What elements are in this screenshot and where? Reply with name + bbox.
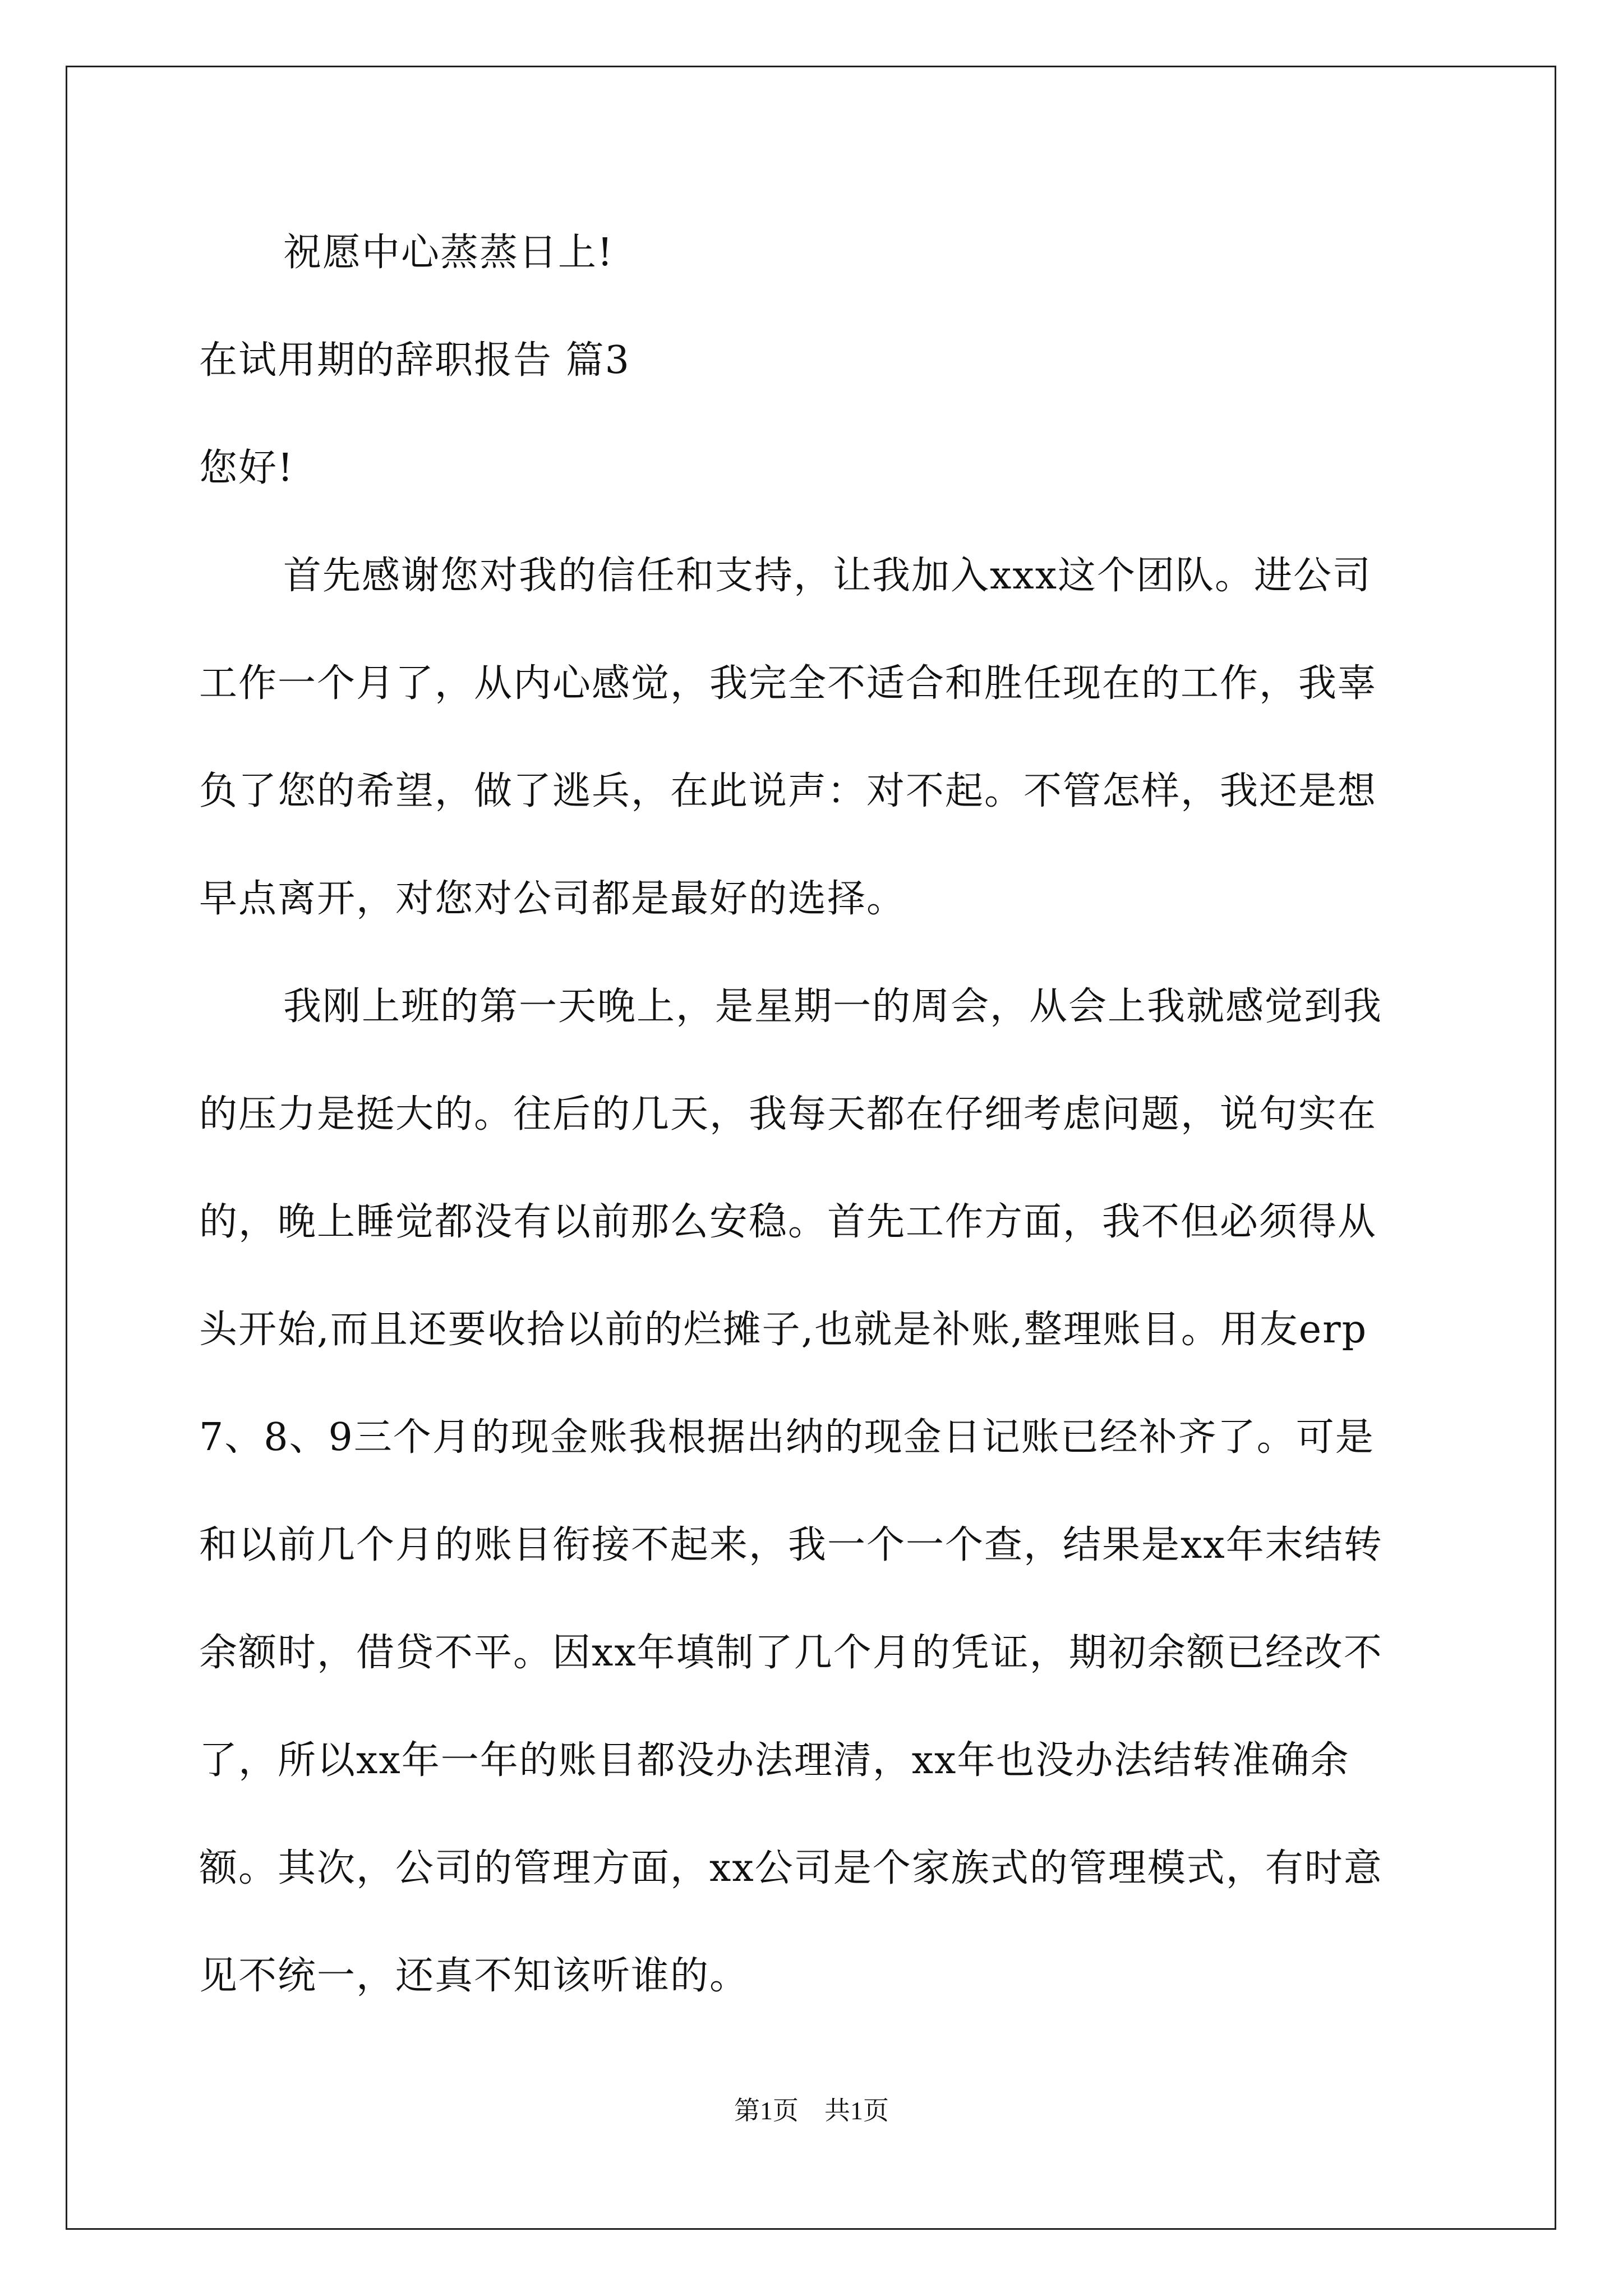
- paragraph-2-line-1: 我刚上班的第一天晚上，是星期一的周会，从会上我就感觉到我: [283, 984, 1383, 1029]
- paragraph-2-line-2: 的压力是挺大的。往后的几天，我每天都在仔细考虑问题，说句实在: [199, 1092, 1377, 1137]
- paragraph-1-line-3: 负了您的希望，做了逃兵，在此说声：对不起。不管怎样，我还是想: [199, 769, 1377, 813]
- paragraph-2-line-7: 余额时，借贷不平。因xx年填制了几个月的凭证，期初余额已经改不: [199, 1631, 1383, 1675]
- paragraph-2-line-8: 了，所以xx年一年的账目都没办法理清，xx年也没办法结转准确余: [199, 1738, 1350, 1783]
- salutation: 您好!: [199, 446, 294, 490]
- paragraph-2-line-3: 的，晚上睡觉都没有以前那么安稳。首先工作方面，我不但必须得从: [199, 1200, 1377, 1244]
- section-heading: 在试用期的辞职报告 篇3: [199, 338, 630, 383]
- paragraph-2-line-5: 7、8、9三个月的现金账我根据出纳的现金日记账已经补齐了。可是: [199, 1415, 1375, 1460]
- page-number-footer: 第1页 共1页: [734, 2096, 889, 2125]
- closing-wish-line: 祝愿中心蒸蒸日上!: [283, 231, 614, 275]
- paragraph-2-line-10: 见不统一，还真不知该听谁的。: [199, 1954, 749, 1998]
- paragraph-1-line-1: 首先感谢您对我的信任和支持，让我加入xxx这个团队。进公司: [283, 554, 1372, 598]
- page-border: [66, 66, 1556, 2230]
- paragraph-1-line-2: 工作一个月了，从内心感觉，我完全不适合和胜任现在的工作，我辜: [199, 661, 1377, 706]
- paragraph-2-line-9: 额。其次，公司的管理方面，xx公司是个家族式的管理模式，有时意: [199, 1846, 1383, 1890]
- paragraph-1-line-4: 早点离开，对您对公司都是最好的选择。: [199, 877, 906, 921]
- paragraph-2-line-4: 头开始,而且还要收拾以前的烂摊子,也就是补账,整理账目。用友erp: [199, 1308, 1368, 1352]
- paragraph-2-line-6: 和以前几个月的账目衔接不起来，我一个一个查，结果是xx年末结转: [199, 1523, 1383, 1567]
